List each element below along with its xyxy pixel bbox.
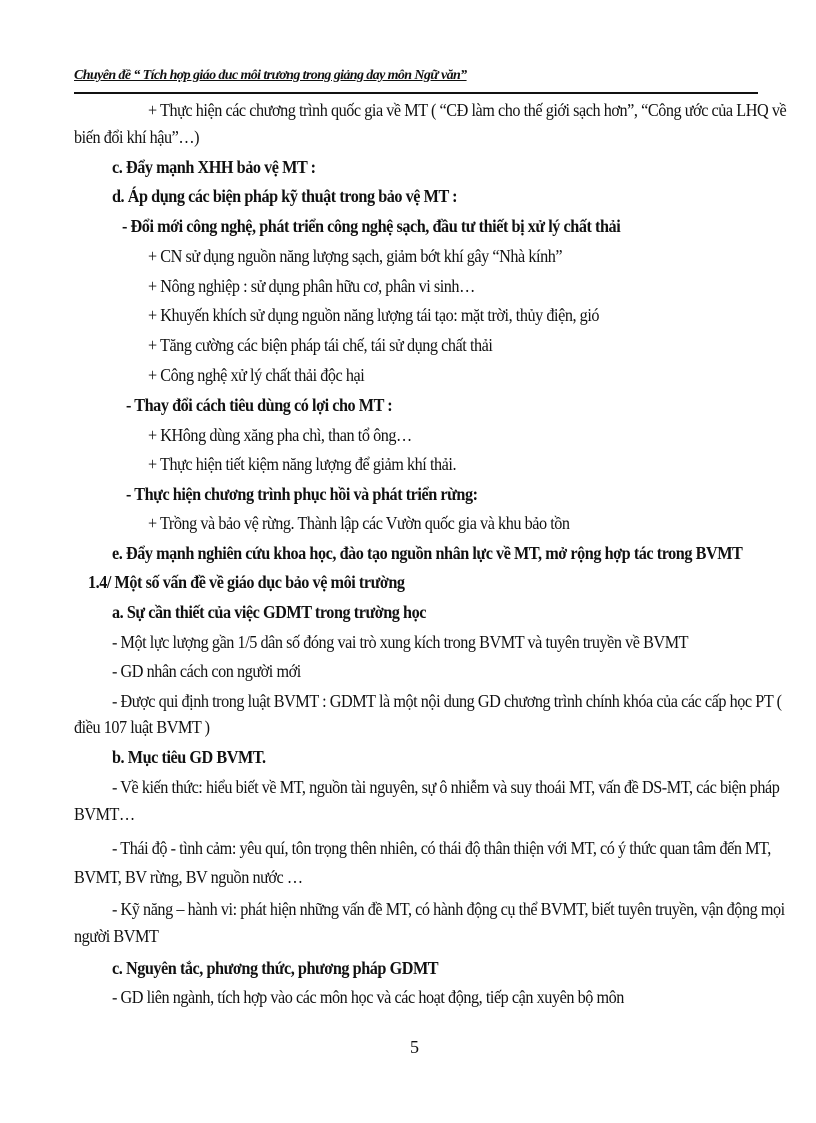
text-line: BVMT, BV rừng, BV nguồn nước … [74, 867, 303, 887]
running-header: Chuyên đề “ Tích hợp giáo duc môi trương trong giảng day môn Ngữ văn” [74, 68, 467, 83]
text-line: - Được qui định trong luật BVMT : GDMT là một nội dung GD chương trình chính khóa của các cấp học PT ( [112, 691, 782, 711]
text-line: - GD liên ngành, tích hợp vào các môn học và các hoạt động, tiếp cận xuyên bộ môn [112, 987, 624, 1007]
section-heading: b. Mục tiêu GD BVMT. [112, 747, 266, 767]
section-heading: c. Đẩy mạnh XHH bảo vệ MT : [112, 157, 316, 177]
section-heading: c. Nguyên tắc, phương thức, phương pháp GDMT [112, 958, 439, 978]
text-line: BVMT… [74, 804, 135, 824]
sub-heading: - Thay đổi cách tiêu dùng có lợi cho MT : [126, 395, 393, 415]
text-line: + Nông nghiệp : sử dụng phân hữu cơ, phân vi sinh… [148, 276, 475, 296]
section-heading: e. Đẩy mạnh nghiên cứu khoa học, đào tạo nguồn nhân lực về MT, mở rộng hợp tác trong BVMT [112, 543, 743, 563]
text-line: + Công nghệ xử lý chất thải độc hại [148, 365, 365, 385]
sub-heading: - Đổi mới công nghệ, phát triển công nghệ sạch, đầu tư thiết bị xử lý chất thải [122, 216, 621, 236]
text-line: người BVMT [74, 926, 159, 946]
text-line: biến đổi khí hậu”…) [74, 127, 200, 147]
section-heading: d. Áp dụng các biện pháp kỹ thuật trong bảo vệ MT : [112, 186, 458, 206]
text-line: + Thực hiện tiết kiệm năng lượng để giảm khí thải. [148, 454, 457, 474]
text-line: - Kỹ năng – hành vi: phát hiện những vấn đề MT, có hành động cụ thể BVMT, biết tuyên truyền, vận động mọi [112, 899, 785, 919]
page-number: 5 [410, 1037, 419, 1057]
section-heading: a. Sự cần thiết của việc GDMT trong trường học [112, 602, 427, 622]
chapter-heading: 1.4/ Một số vấn đề về giáo dục bảo vệ môi trường [88, 572, 405, 592]
text-line: + Thực hiện các chương trình quốc gia về MT ( “CĐ làm cho thế giới sạch hơn”, “Công ước của LHQ về [148, 100, 787, 120]
text-line: + Khuyến khích sử dụng nguồn năng lượng tái tạo: mặt trời, thủy điện, gió [148, 305, 600, 325]
text-line: - Về kiến thức: hiểu biết về MT, nguồn tài nguyên, sự ô nhiễm và suy thoái MT, vấn đề DS-MT, các biện pháp [112, 777, 780, 797]
header-rule [74, 92, 758, 94]
text-line: - Một lực lượng gần 1/5 dân số đóng vai trò xung kích trong BVMT và tuyên truyền về BVMT [112, 632, 689, 652]
sub-heading: - Thực hiện chương trình phục hồi và phát triển rừng: [126, 484, 478, 504]
text-line: - GD nhân cách con người mới [112, 661, 301, 681]
text-line: điều 107 luật BVMT ) [74, 717, 210, 737]
text-line: + Tăng cường các biện pháp tái chế, tái sử dụng chất thải [148, 335, 493, 355]
text-line: + KHông dùng xăng pha chì, than tổ ông… [148, 425, 412, 445]
text-line: - Thái độ - tình cảm: yêu quí, tôn trọng thên nhiên, có thái độ thân thiện với MT, có ý thức quan tâm đến MT, [112, 838, 771, 858]
text-line: + Trồng và bảo vệ rừng. Thành lập các Vườn quốc gia và khu bảo tồn [148, 513, 570, 533]
text-line: + CN sử dụng nguồn năng lượng sạch, giảm bớt khí gây “Nhà kính” [148, 246, 563, 266]
